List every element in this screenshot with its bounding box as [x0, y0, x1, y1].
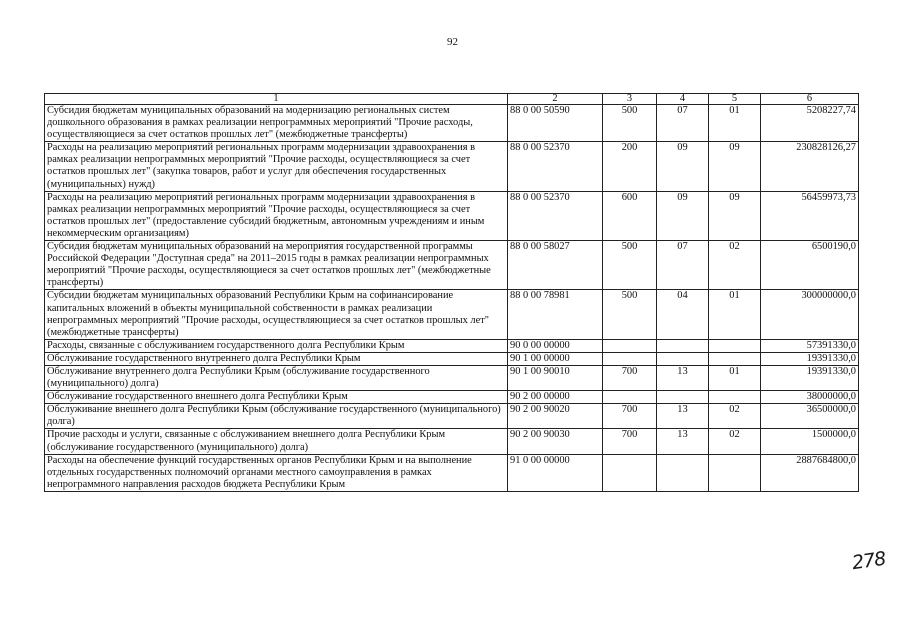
row-col5: [709, 339, 761, 352]
row-col3: 600: [603, 191, 657, 240]
row-amount: 57391330,0: [761, 339, 859, 352]
table-row: [45, 352, 859, 365]
row-col3: 500: [603, 105, 657, 142]
row-description: Расходы на реализацию мероприятий региональных программ модернизации здравоохранения в рамках реализации непрограммных мероприятий "Прочие расходы, осуществляющиеся за счет остатков прошлых лет" (закупка товаров, работ и услуг для обеспечения государственных (муниципальных) нужд): [45, 142, 508, 191]
row-description: Прочие расходы и услуги, связанные с обслуживанием внешнего долга Республики Крым (обслуживание государственного (муниципального) долга): [45, 429, 508, 454]
row-col5: [709, 454, 761, 491]
table-row: [45, 429, 859, 454]
row-description: Обслуживание государственного внутреннего долга Республики Крым: [45, 352, 508, 365]
row-col3: 700: [603, 404, 657, 429]
column-header: 1: [45, 94, 508, 105]
row-code: 88 0 00 52370: [508, 191, 603, 240]
row-code: 90 1 00 00000: [508, 352, 603, 365]
row-description: Субсидия бюджетам муниципальных образований на модернизацию региональных систем дошкольного образования в рамках реализации непрограммных мероприятий "Прочие расходы, осуществляющиеся за счет остатков прошлых лет" (межбюджетные трансферты): [45, 105, 508, 142]
table-row: [45, 391, 859, 404]
column-header: 4: [657, 94, 709, 105]
table-row: [45, 454, 859, 491]
row-description: Обслуживание внутреннего долга Республики Крым (обслуживание государственного (муниципального) долга): [45, 365, 508, 390]
row-amount: 5208227,74: [761, 105, 859, 142]
row-col4: 13: [657, 365, 709, 390]
header-row: [45, 94, 859, 105]
row-code: 90 2 00 90030: [508, 429, 603, 454]
page-number: 92: [447, 36, 458, 48]
row-col5: 02: [709, 404, 761, 429]
row-amount: 19391330,0: [761, 365, 859, 390]
column-header: 3: [603, 94, 657, 105]
row-col4: 07: [657, 241, 709, 290]
row-col4: 07: [657, 105, 709, 142]
row-col4: [657, 352, 709, 365]
row-col5: 01: [709, 365, 761, 390]
row-col5: 09: [709, 142, 761, 191]
table-row: [45, 290, 859, 339]
row-description: Расходы на обеспечение функций государственных органов Республики Крым и на выполнение отдельных государственных полномочий органами местного самоуправления в рамках непрограммного направления расходов бюджета Республики Крым: [45, 454, 508, 491]
row-col4: 09: [657, 191, 709, 240]
row-col3: 700: [603, 429, 657, 454]
row-col4: [657, 391, 709, 404]
row-description: Обслуживание государственного внешнего долга Республики Крым: [45, 391, 508, 404]
row-col5: 01: [709, 290, 761, 339]
row-col5: [709, 352, 761, 365]
handwritten-page-mark: 278: [850, 547, 887, 575]
row-code: 88 0 00 50590: [508, 105, 603, 142]
row-col3: [603, 352, 657, 365]
table-row: [45, 191, 859, 240]
row-col3: [603, 454, 657, 491]
row-col4: 04: [657, 290, 709, 339]
column-header: 6: [761, 94, 859, 105]
row-col4: 13: [657, 404, 709, 429]
row-col3: 700: [603, 365, 657, 390]
row-col5: 02: [709, 241, 761, 290]
row-col5: 01: [709, 105, 761, 142]
row-code: 88 0 00 78981: [508, 290, 603, 339]
budget-table: [44, 93, 859, 492]
table-row: [45, 241, 859, 290]
row-description: Расходы на реализацию мероприятий региональных программ модернизации здравоохранения в рамках реализации непрограммных мероприятий "Прочие расходы, осуществляющиеся за счет остатков прошлых лет" (предоставление субсидий бюджетным, автономным учреждениям и иным некоммерческим организациям): [45, 191, 508, 240]
row-code: 90 2 00 90020: [508, 404, 603, 429]
row-col3: [603, 391, 657, 404]
row-col4: [657, 454, 709, 491]
row-description: Субсидия бюджетам муниципальных образований на мероприятия государственной программы Российской Федерации "Доступная среда" на 2011–2015 годы в рамках реализации непрограммных мероприятий "Прочие расходы, осуществляющиеся за счет остатков прошлых лет" (межбюджетные трансферты): [45, 241, 508, 290]
row-amount: 2887684800,0: [761, 454, 859, 491]
row-code: 90 2 00 00000: [508, 391, 603, 404]
row-code: 88 0 00 58027: [508, 241, 603, 290]
table-row: [45, 105, 859, 142]
row-code: 88 0 00 52370: [508, 142, 603, 191]
row-amount: 300000000,0: [761, 290, 859, 339]
row-amount: 230828126,27: [761, 142, 859, 191]
row-amount: 6500190,0: [761, 241, 859, 290]
row-col3: [603, 339, 657, 352]
row-col5: 09: [709, 191, 761, 240]
row-amount: 36500000,0: [761, 404, 859, 429]
row-amount: 38000000,0: [761, 391, 859, 404]
row-col4: 13: [657, 429, 709, 454]
table-row: [45, 404, 859, 429]
row-description: Обслуживание внешнего долга Республики Крым (обслуживание государственного (муниципального) долга): [45, 404, 508, 429]
row-col3: 500: [603, 290, 657, 339]
row-col4: 09: [657, 142, 709, 191]
table-row: [45, 339, 859, 352]
column-header: 5: [709, 94, 761, 105]
row-col5: [709, 391, 761, 404]
row-col3: 200: [603, 142, 657, 191]
row-code: 91 0 00 00000: [508, 454, 603, 491]
row-description: Расходы, связанные с обслуживанием государственного долга Республики Крым: [45, 339, 508, 352]
row-code: 90 1 00 90010: [508, 365, 603, 390]
row-col3: 500: [603, 241, 657, 290]
table-row: [45, 365, 859, 390]
table-row: [45, 142, 859, 191]
row-description: Субсидии бюджетам муниципальных образований Республики Крым на софинансирование капитальных вложений в объекты муниципальной собственности в рамках реализации непрограммных мероприятий "Прочие расходы, осуществляющиеся за счет остатков прошлых лет" (межбюджетные трансферты): [45, 290, 508, 339]
row-code: 90 0 00 00000: [508, 339, 603, 352]
row-amount: 56459973,73: [761, 191, 859, 240]
column-header: 2: [508, 94, 603, 105]
row-amount: 1500000,0: [761, 429, 859, 454]
row-col4: [657, 339, 709, 352]
row-col5: 02: [709, 429, 761, 454]
row-amount: 19391330,0: [761, 352, 859, 365]
